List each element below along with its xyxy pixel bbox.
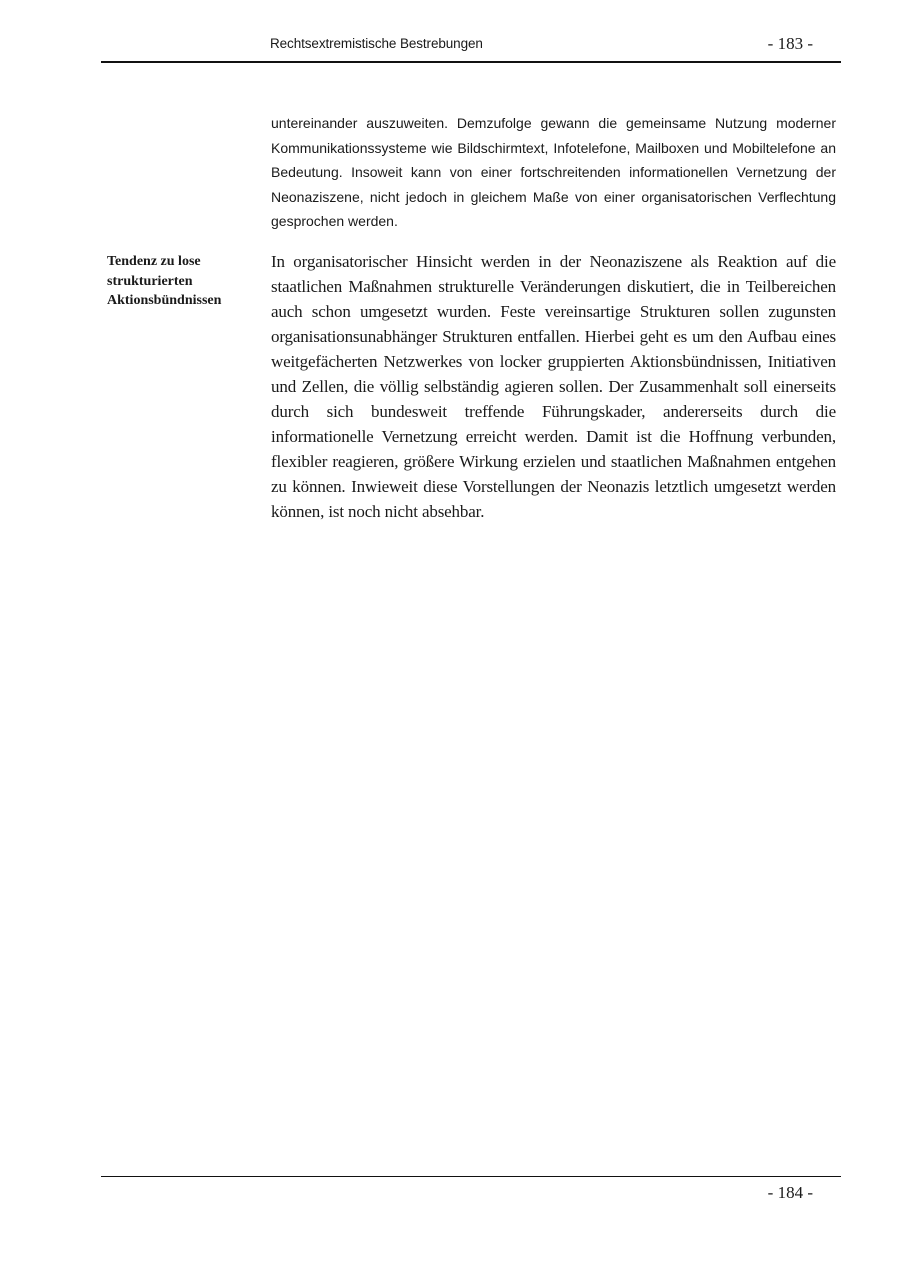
header-page-number: - 183 - <box>767 34 813 53</box>
continuation-paragraph: untereinander auszuweiten. Demzufolge gewann die gemeinsame Nutzung moderner Kommunikationssysteme wie Bildschirmtext, Infotelefone, Mailboxen und Mobiltelefone an Bedeutung. Insoweit kann von einer fortschreitenden informationellen Vernetzung der Neonaziszene, nicht jedoch in gleichem Maße von einer organisatorischen Verflechtung gesprochen werden. <box>271 115 836 229</box>
footer-divider <box>101 1176 841 1177</box>
main-paragraph: In organisatorischer Hinsicht werden in der Neonaziszene als Reaktion auf die staatlichen Maßnahmen strukturelle Veränderungen diskutiert, die in Teilbereichen auch schon umgesetzt wurden. Feste vereinsartige Strukturen sollen zugunsten organisationsunabhänger Strukturen entfallen. Hierbei geht es um den Aufbau eines weitgefächerten Netzwerkes von locker gruppierten Aktionsbündnissen, Initiativen und Zellen, die völlig selbständig agieren sollen. Der Zusammenhalt soll einerseits durch sich bundesweit treffende Führungskader, andererseits durch die informationelle Vernetzung erreicht werden. Damit ist die Hoffnung verbunden, flexibler reagieren, größere Wirkung erzielen und staatlichen Maßnahmen entgehen zu können. Inwieweit diese Vorstellungen der Neonazis letztlich umgesetzt werden können, ist noch nicht absehbar. <box>271 252 836 521</box>
footer-page-number: - 184 - <box>767 1183 813 1202</box>
header-divider <box>101 61 841 63</box>
margin-note: Tendenz zu lose strukturierten Aktionsbündnissen <box>107 254 222 308</box>
running-header-title: Rechtsextremistische Bestrebungen <box>270 36 483 51</box>
